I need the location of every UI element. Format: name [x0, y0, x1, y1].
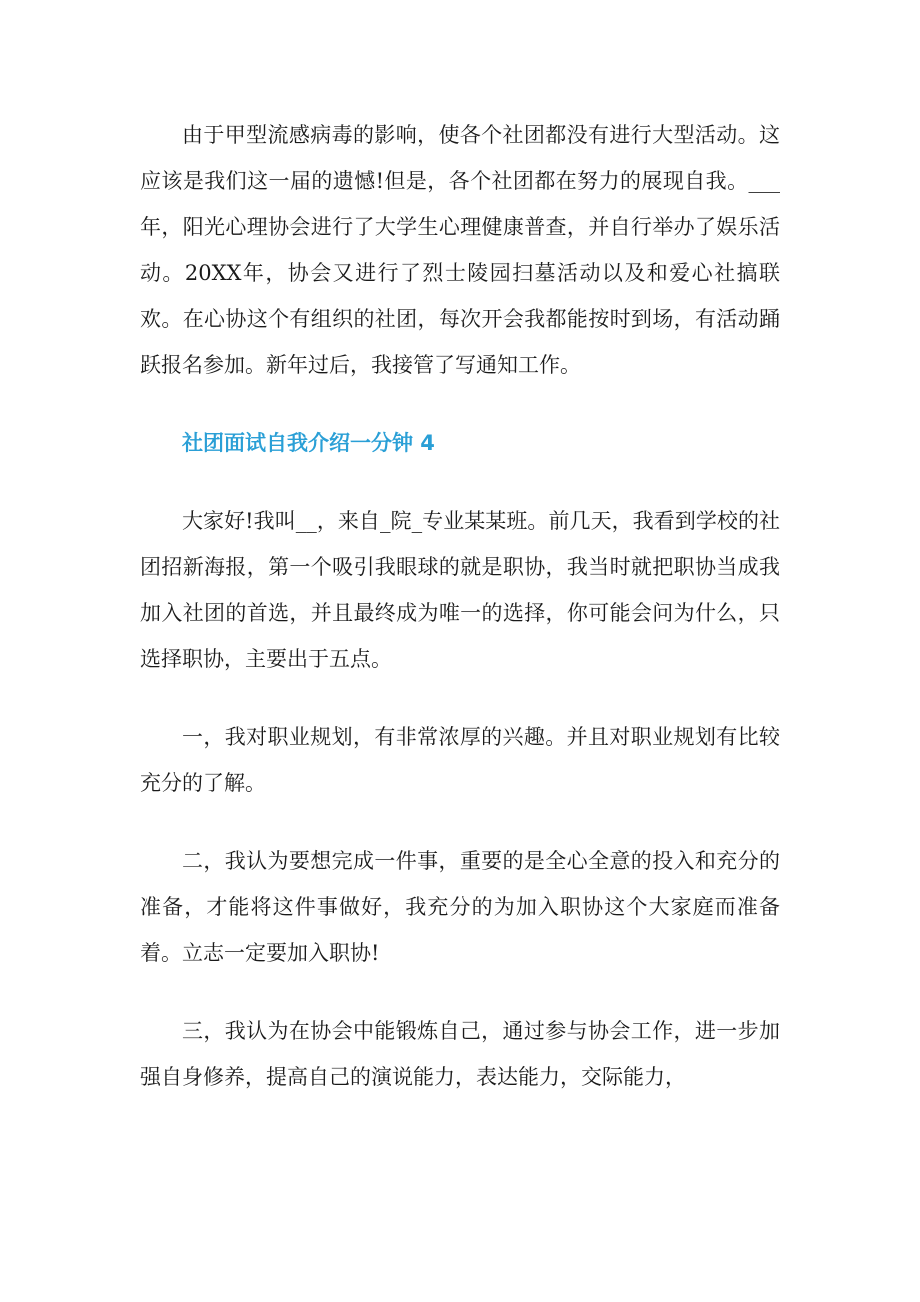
paragraph-point-three: 三，我认为在协会中能锻炼自己，通过参与协会工作，进一步加强自身修养，提高自己的演说能力，表达能力，交际能力，	[140, 1019, 780, 1089]
paragraph-point-two: 二，我认为要想完成一件事，重要的是全心全意的投入和充分的准备，才能将这件事做好，我充分的为加入职协这个大家庭而准备着。立志一定要加入职协!	[140, 849, 780, 965]
paragraph-point-one: 一，我对职业规划，有非常浓厚的兴趣。并且对职业规划有比较充分的了解。	[140, 725, 780, 795]
paragraph-introduction: 大家好!我叫__，来自_院_专业某某班。前几天，我看到学校的社团招新海报，第一个吸引我眼球的就是职协，我当时就把职协当成我加入社团的首选，并且最终成为唯一的选择，你可能会问为什么，只选择职协，主要出于五点。	[140, 509, 780, 671]
paragraph-activities: 由于甲型流感病毒的影响，使各个社团都没有进行大型活动。这应该是我们这一届的遗憾!但是，各个社团都在努力的展现自我。___年，阳光心理协会进行了大学生心理健康普查，并自行举办了娱乐活动。20XX年，协会又进行了烈士陵园扫墓活动以及和爱心社搞联欢。在心协这个有组织的社团，每次开会我都能按时到场，有活动踊跃报名参加。新年过后，我接管了写通知工作。	[140, 123, 780, 377]
document-page	[140, 112, 780, 1132]
section-heading: 社团面试自我介绍一分钟 4	[182, 431, 435, 455]
